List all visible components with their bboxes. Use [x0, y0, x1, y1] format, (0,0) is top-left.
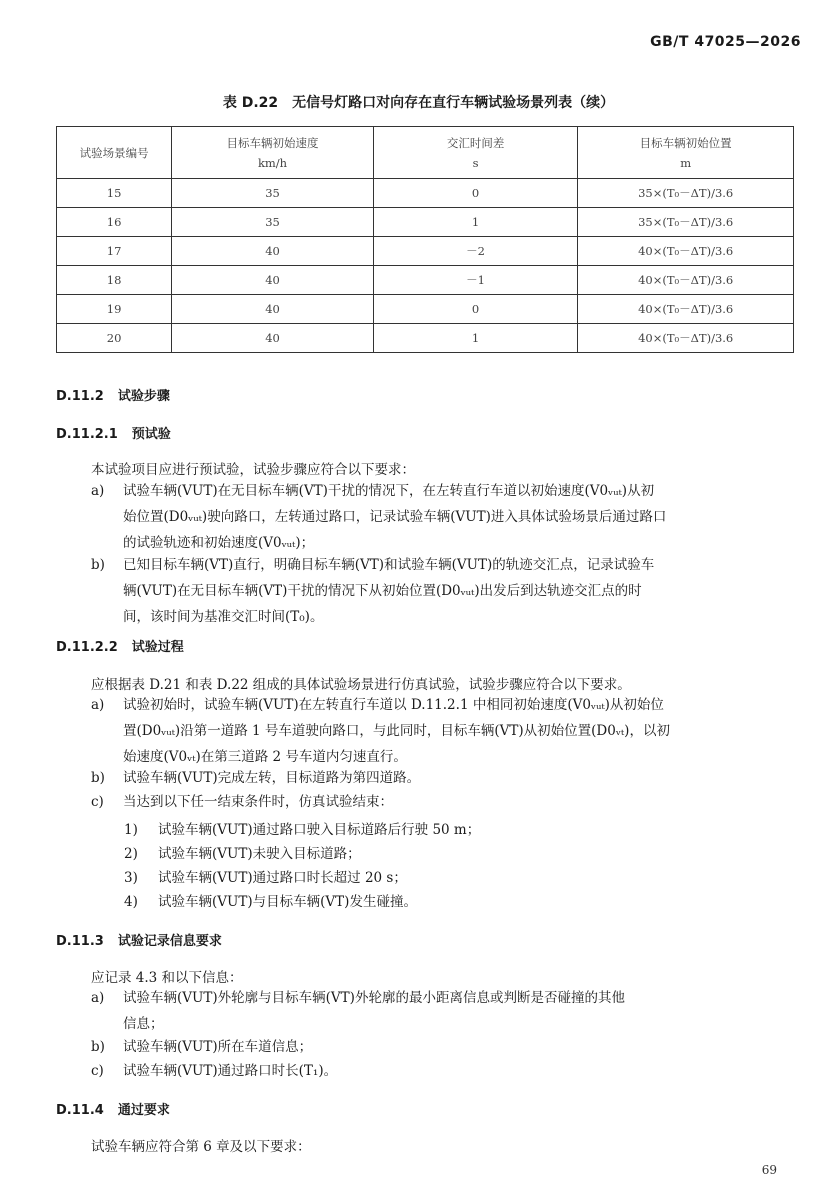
paragraph: 试验车辆应符合第 6 章及以下要求：	[91, 1139, 311, 1155]
table-row	[57, 295, 794, 324]
list-item: a) 试验车辆(VUT)在无目标车辆(VT)干扰的情况下，在左转直行车道以初始速度(V0ᵥᵤₜ)从初 始位置(D0ᵥᵤₜ)驶向路口，左转通过路口，记录试验车辆(VUT)进入具体试验场景后通过路口 的试验轨迹和初始速度(V0ᵥᵤₜ)；	[91, 483, 667, 551]
table-cell: 0	[373, 295, 577, 324]
table-cell: 40	[172, 266, 374, 295]
table-cell: 17	[57, 237, 172, 266]
header-cell: 目标车辆初始位置 m	[578, 127, 794, 179]
paragraph: 应记录 4.3 和以下信息：	[91, 970, 243, 986]
list-item: a) 试验初始时，试验车辆(VUT)在左转直行车道以 D.11.2.1 中相同初始速度(V0ᵥᵤₜ)从初始位 置(D0ᵥᵤₜ)沿第一道路 1 号车道驶向路口，与此同时，目标车辆(VT)从初始位置(D0ᵥₜ)，以初 始速度(V0ᵥₜ)在第三道路 2 号车道内匀速直行。	[91, 697, 670, 765]
sub-list-item: 2) 试验车辆(VUT)未驶入目标道路；	[124, 846, 361, 862]
table-row	[57, 266, 794, 295]
table-title: 表 D.22 无信号灯路口对向存在直行车辆试验场景列表（续）	[222, 95, 615, 111]
section-heading-pass-requirements: D.11.4 通过要求	[56, 1103, 170, 1118]
table-cell: 35×(T₀－ΔT)/3.6	[578, 208, 794, 237]
table-cell: 40	[172, 324, 374, 353]
table-row	[57, 208, 794, 237]
table-cell: 35	[172, 208, 374, 237]
paragraph: 本试验项目应进行预试验，试验步骤应符合以下要求：	[91, 462, 415, 478]
table-cell: 40×(T₀－ΔT)/3.6	[578, 295, 794, 324]
table-cell: －2	[373, 237, 577, 266]
table-cell: 20	[57, 324, 172, 353]
table-cell: 1	[373, 208, 577, 237]
table-row	[57, 179, 794, 208]
sub-list-item: 1) 试验车辆(VUT)通过路口驶入目标道路后行驶 50 m；	[124, 822, 481, 838]
table-cell: 40×(T₀－ΔT)/3.6	[578, 324, 794, 353]
table-header-row	[57, 127, 794, 179]
table-cell: 19	[57, 295, 172, 324]
table-cell: 40	[172, 295, 374, 324]
table-cell: 40×(T₀－ΔT)/3.6	[578, 266, 794, 295]
list-item: b) 已知目标车辆(VT)直行，明确目标车辆(VT)和试验车辆(VUT)的轨迹交汇点，记录试验车 辆(VUT)在无目标车辆(VT)干扰的情况下从初始位置(D0ᵥᵤₜ)出发后到达轨迹交汇点的时 间，该时间为基准交汇时间(T₀)。	[91, 557, 655, 625]
table-cell: －1	[373, 266, 577, 295]
table-cell: 35	[172, 179, 374, 208]
scenario-table	[56, 126, 794, 353]
table-cell: 0	[373, 179, 577, 208]
table-cell: 40	[172, 237, 374, 266]
sub-list-item: 3) 试验车辆(VUT)通过路口时长超过 20 s；	[124, 870, 407, 886]
header-cell: 试验场景编号	[57, 127, 172, 179]
list-item: c) 当达到以下任一结束条件时，仿真试验结束：	[91, 794, 393, 810]
list-item: b) 试验车辆(VUT)所在车道信息；	[91, 1039, 313, 1055]
table-row	[57, 237, 794, 266]
standard-code: GB/T 47025—2026	[650, 34, 801, 50]
section-heading-record-requirements: D.11.3 试验记录信息要求	[56, 934, 222, 949]
table-row	[57, 324, 794, 353]
section-heading-test-process: D.11.2.2 试验过程	[56, 640, 184, 655]
table-cell: 40×(T₀－ΔT)/3.6	[578, 237, 794, 266]
section-heading-pretest: D.11.2.1 预试验	[56, 427, 171, 442]
table-cell: 35×(T₀－ΔT)/3.6	[578, 179, 794, 208]
section-heading-test-steps: D.11.2 试验步骤	[56, 389, 170, 404]
paragraph: 应根据表 D.21 和表 D.22 组成的具体试验场景进行仿真试验，试验步骤应符合以下要求。	[91, 677, 631, 693]
sub-list-item: 4) 试验车辆(VUT)与目标车辆(VT)发生碰撞。	[124, 894, 417, 910]
list-item: a) 试验车辆(VUT)外轮廓与目标车辆(VT)外轮廓的最小距离信息或判断是否碰撞的其他 信息；	[91, 990, 625, 1032]
table-cell: 16	[57, 208, 172, 237]
table-cell: 15	[57, 179, 172, 208]
table-cell: 1	[373, 324, 577, 353]
table-cell: 18	[57, 266, 172, 295]
header-cell: 目标车辆初始速度 km/h	[172, 127, 374, 179]
list-item: c) 试验车辆(VUT)通过路口时长(T₁)。	[91, 1063, 338, 1079]
header-cell: 交汇时间差 s	[373, 127, 577, 179]
page-number: 69	[761, 1163, 777, 1177]
list-item: b) 试验车辆(VUT)完成左转，目标道路为第四道路。	[91, 770, 421, 786]
